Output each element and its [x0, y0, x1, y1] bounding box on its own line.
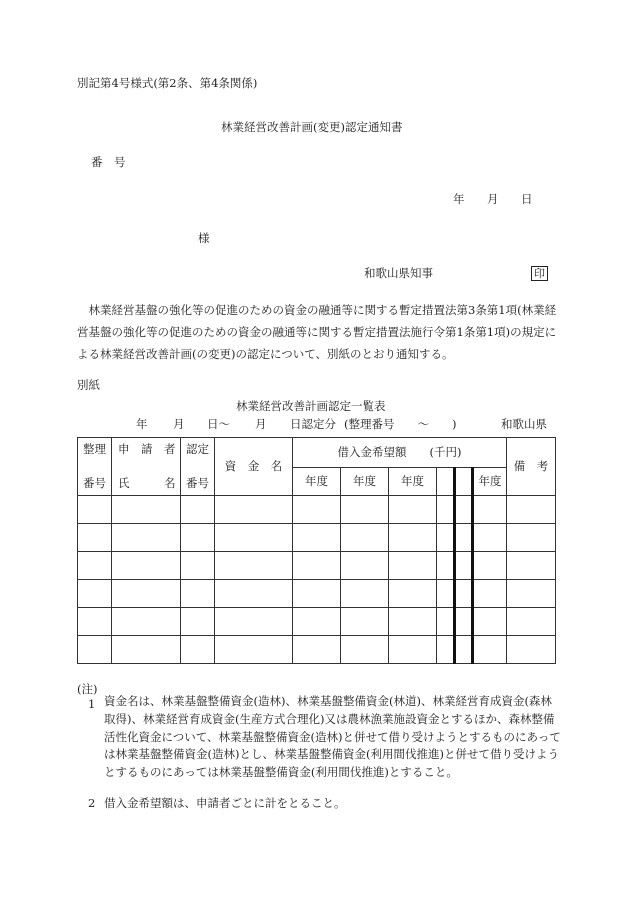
- table-cell: [78, 636, 112, 664]
- table-cell: [507, 552, 556, 580]
- table-cell: [215, 524, 293, 552]
- table-cell: [181, 608, 215, 636]
- table-cell: [389, 580, 437, 608]
- table-cell: [181, 580, 215, 608]
- number-label: 番 号: [91, 155, 126, 169]
- table-cell: [507, 496, 556, 524]
- table-cell: [181, 636, 215, 664]
- table-cell: [437, 552, 455, 580]
- table-cell: [455, 552, 473, 580]
- document-title: 林業経営改善計画(変更)認定通知書: [221, 120, 403, 134]
- subtitle-to-month: 月: [255, 417, 267, 431]
- table-cell: [293, 636, 341, 664]
- table-cell: [181, 496, 215, 524]
- table-cell: [181, 552, 215, 580]
- table-cell: [437, 580, 455, 608]
- header-nintei-top: 認定: [186, 441, 209, 456]
- table-cell: [341, 636, 389, 664]
- header-nintei-bottom: 番号: [186, 476, 209, 490]
- table-cell: [507, 608, 556, 636]
- table-cell: [341, 524, 389, 552]
- header-seiri-top: 整理: [83, 441, 106, 456]
- table-cell: [507, 524, 556, 552]
- table-cell: [473, 580, 507, 608]
- table-cell: [78, 524, 112, 552]
- table-cell: [341, 552, 389, 580]
- table-cell: [78, 496, 112, 524]
- table-cell: [78, 580, 112, 608]
- table-cell: [215, 552, 293, 580]
- table-cell: [455, 496, 473, 524]
- header-year-3: 年度: [389, 468, 437, 496]
- table-cell: [112, 496, 181, 524]
- table-cell: [293, 524, 341, 552]
- table-cell: [437, 524, 455, 552]
- table-cell: [112, 608, 181, 636]
- header-applicant: [112, 438, 181, 496]
- table-body: [78, 496, 556, 664]
- table-cell: [112, 636, 181, 664]
- table-cell: [437, 636, 455, 664]
- table-cell: [215, 496, 293, 524]
- header-spacer-cell: [437, 468, 455, 496]
- sender-name: 和歌山県知事: [364, 266, 433, 280]
- table-cell: [389, 608, 437, 636]
- table-row: [78, 524, 556, 552]
- header-year-last: 年度: [473, 468, 507, 496]
- table-cell: [437, 496, 455, 524]
- table-cell: [507, 580, 556, 608]
- note-1-number: 1: [88, 697, 96, 711]
- form-label: 別記第4号様式(第2条、第4条関係): [77, 76, 258, 90]
- header-applicant-top: 申 請 者: [118, 441, 176, 456]
- table-cell: [78, 552, 112, 580]
- table-cell: [389, 552, 437, 580]
- table-cell: [473, 524, 507, 552]
- table-cell: [293, 552, 341, 580]
- table-cell: [507, 636, 556, 664]
- annex-label: 別紙: [77, 378, 100, 392]
- table-cell: [112, 552, 181, 580]
- header-fund-name: 資 金 名: [215, 438, 293, 496]
- header-applicant-bottom: 氏 名: [118, 476, 176, 490]
- table-cell: [389, 636, 437, 664]
- table-cell: [455, 636, 473, 664]
- table-cell: [215, 580, 293, 608]
- header-year-1: 年度: [293, 468, 341, 496]
- subtitle-number-range: (整理番号 〜 ): [344, 417, 457, 431]
- approval-list-table: [77, 437, 556, 664]
- table-cell: [437, 608, 455, 636]
- header-year-2: 年度: [341, 468, 389, 496]
- header-remarks: 備 考: [507, 438, 556, 496]
- date-month-label: 月: [487, 192, 499, 206]
- table-cell: [181, 524, 215, 552]
- table-row: [78, 552, 556, 580]
- table-row: [78, 496, 556, 524]
- table-cell: [293, 580, 341, 608]
- header-separator-cell: [455, 468, 473, 496]
- date-year-label: 年: [453, 192, 465, 206]
- table-cell: [112, 524, 181, 552]
- table-cell: [473, 636, 507, 664]
- table-cell: [389, 496, 437, 524]
- table-cell: [215, 636, 293, 664]
- notes-label: (注): [77, 682, 98, 696]
- table-cell: [389, 524, 437, 552]
- table-cell: [112, 580, 181, 608]
- table-cell: [455, 608, 473, 636]
- header-loan-amount: 借入金希望額 (千円): [293, 438, 507, 468]
- table-cell: [455, 524, 473, 552]
- addressee-suffix: 様: [198, 231, 210, 245]
- table-cell: [293, 496, 341, 524]
- subtitle-from-day: 日〜: [207, 417, 230, 431]
- table-cell: [341, 496, 389, 524]
- body-paragraph: 林業経営基盤の強化等の促進のための資金の融通等に関する暫定措置法第3条第1項(林業経営基盤の強化等の促進のための資金の融通等に関する暫定措置法施行令第1条第1項)の規定による林業経営改善計画(の変更)の認定について、別紙のとおり通知する。: [77, 303, 557, 361]
- note-2-number: 2: [88, 796, 96, 810]
- subtitle-prefecture: 和歌山県: [501, 417, 547, 431]
- table-title: 林業経営改善計画認定一覧表: [236, 399, 386, 413]
- header-seiri-bangou: [78, 438, 112, 496]
- note-2-text: 借入金希望額は、申請者ごとに計をとること。: [104, 796, 346, 810]
- table-cell: [215, 608, 293, 636]
- table-row: [78, 636, 556, 664]
- table-row: [78, 580, 556, 608]
- table-cell: [473, 552, 507, 580]
- table-cell: [341, 608, 389, 636]
- table-cell: [293, 608, 341, 636]
- seal-mark: 印: [531, 266, 548, 281]
- table-cell: [78, 608, 112, 636]
- subtitle-from-year: 年: [136, 417, 148, 431]
- table-cell: [473, 496, 507, 524]
- table-cell: [455, 580, 473, 608]
- note-1-text: 資金名は、林業基盤整備資金(造林)、林業基盤整備資金(林道)、林業経営育成資金(森林取得)、林業経営育成資金(生産方式合理化)又は農林漁業施設資金とするほか、森林整備活性化資金について、林業基盤整備資金(造林)と併せて借り受けようとするものにあっては林業基盤整備資金(造林)とし、林業基盤整備資金(利用間伐推進)と併せて借り受けようとするものにあっては林業基盤整備資金(利用間伐推進)とすること。: [104, 694, 561, 780]
- table-row: [78, 608, 556, 636]
- table-cell: [341, 580, 389, 608]
- header-seiri-bottom: 番号: [83, 476, 106, 490]
- subtitle-from-month: 月: [173, 417, 185, 431]
- header-nintei-bangou: [181, 438, 215, 496]
- date-day-label: 日: [521, 192, 533, 206]
- subtitle-to-day: 日認定分: [290, 417, 336, 431]
- table-cell: [473, 608, 507, 636]
